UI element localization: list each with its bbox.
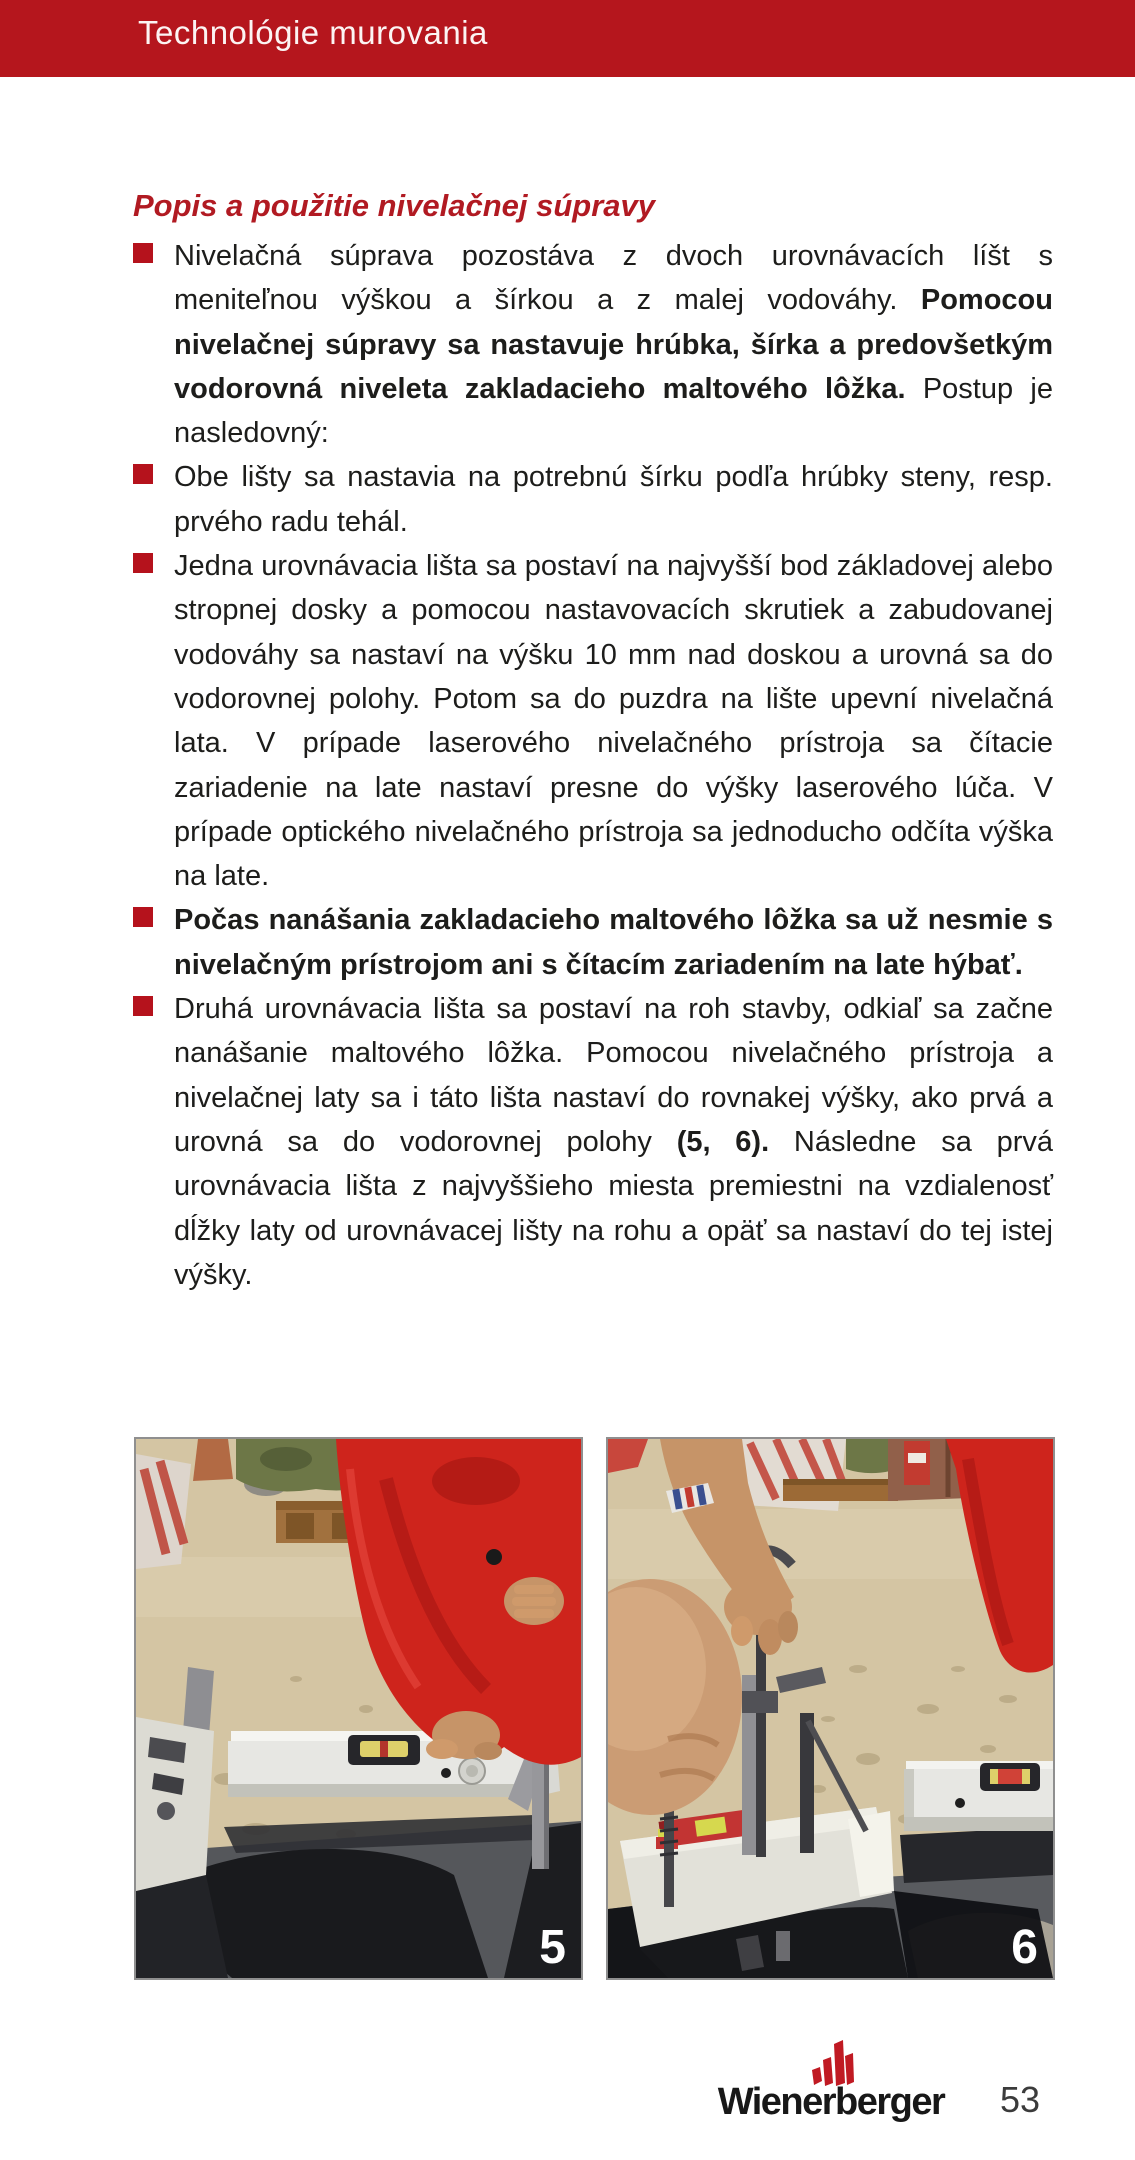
figure-number: 5 [539,1921,566,1974]
bullet-square-icon [133,996,153,1016]
figure-number: 6 [1011,1921,1038,1974]
leveling-beam [904,1761,1053,1831]
bullet-text: Druhá urovnávacia lišta sa postaví na roh stavby, odkiaľ sa začne nanášanie maltového lôžka. Pomocou nivelačného prístroja a nivelačnej laty sa i táto lišta nastaví do rovnakej výšky, ako prvá a urovná sa do vodorovnej polohy (5, 6). Následne sa prvá urovnávacia lišta z najvyššieho miesta premiestni na vzdialenosť dĺžky laty od urovnávacej lišty na rohu a opäť sa nastaví do tej istej výšky. [174,993,1053,1291]
section-heading: Popis a použitie nivelačnej súpravy [133,188,656,223]
bullet-list [133,234,1053,1297]
bullet-item [133,455,1053,544]
brand-wordmark: Wienerberger [717,2081,945,2123]
bullet-item [133,234,1053,455]
figures-row [134,1437,1055,1980]
bullet-text: Počas nanášania zakladacieho maltového lôžka sa už nesmie s nivelačným prístrojom ani s čítacím zariadením na late hýbať. [174,904,1053,981]
page-header-title: Technológie murovania [138,14,488,51]
bullet-square-icon [133,907,153,927]
bullet-item [133,987,1053,1297]
bullet-text: Nivelačná súprava pozostáva z dvoch urovnávacích líšt s meniteľnou výškou a šírkou a z malej vodováhy. Pomocou nivelačnej súpravy sa nastavuje hrúbka, šírka a predovšetkým vodorovná niveleta zakladacieho maltového lôžka. Postup je nasledovný: [174,240,1053,450]
bullet-text: Obe lišty sa nastavia na potrebnú šírku podľa hrúbky steny, resp. prvého radu tehál. [174,461,1053,538]
page-number: 53 [999,2079,1040,2120]
bullet-text: Jedna urovnávacia lišta sa postaví na najvyšší bod základovej alebo stropnej dosky a pomocou nastavovacích skrutiek a zabudovanej vodováhy sa nastaví na výšku 10 mm nad doskou a urovná sa do vodorovnej polohy. Potom sa do puzdra na lište upevní nivelačná lata. V prípade laserového nivelačného prístroja sa čítacie zariadenie na late nastaví presne do výšky laserového lúča. V prípade optického nivelačného prístroja sa jednoducho odčíta výška na late. [174,550,1053,893]
construction-photo-level-rail [136,1439,581,1978]
bullet-item [133,898,1053,987]
bullet-square-icon [133,464,153,484]
figure-photo-6 [606,1437,1055,1980]
construction-photo-adjusting-screw [608,1439,1053,1978]
bullet-square-icon [133,553,153,573]
bullet-square-icon [133,243,153,263]
brand-logo [712,2040,950,2124]
figure-photo-5 [134,1437,583,1980]
bullet-item [133,544,1053,898]
